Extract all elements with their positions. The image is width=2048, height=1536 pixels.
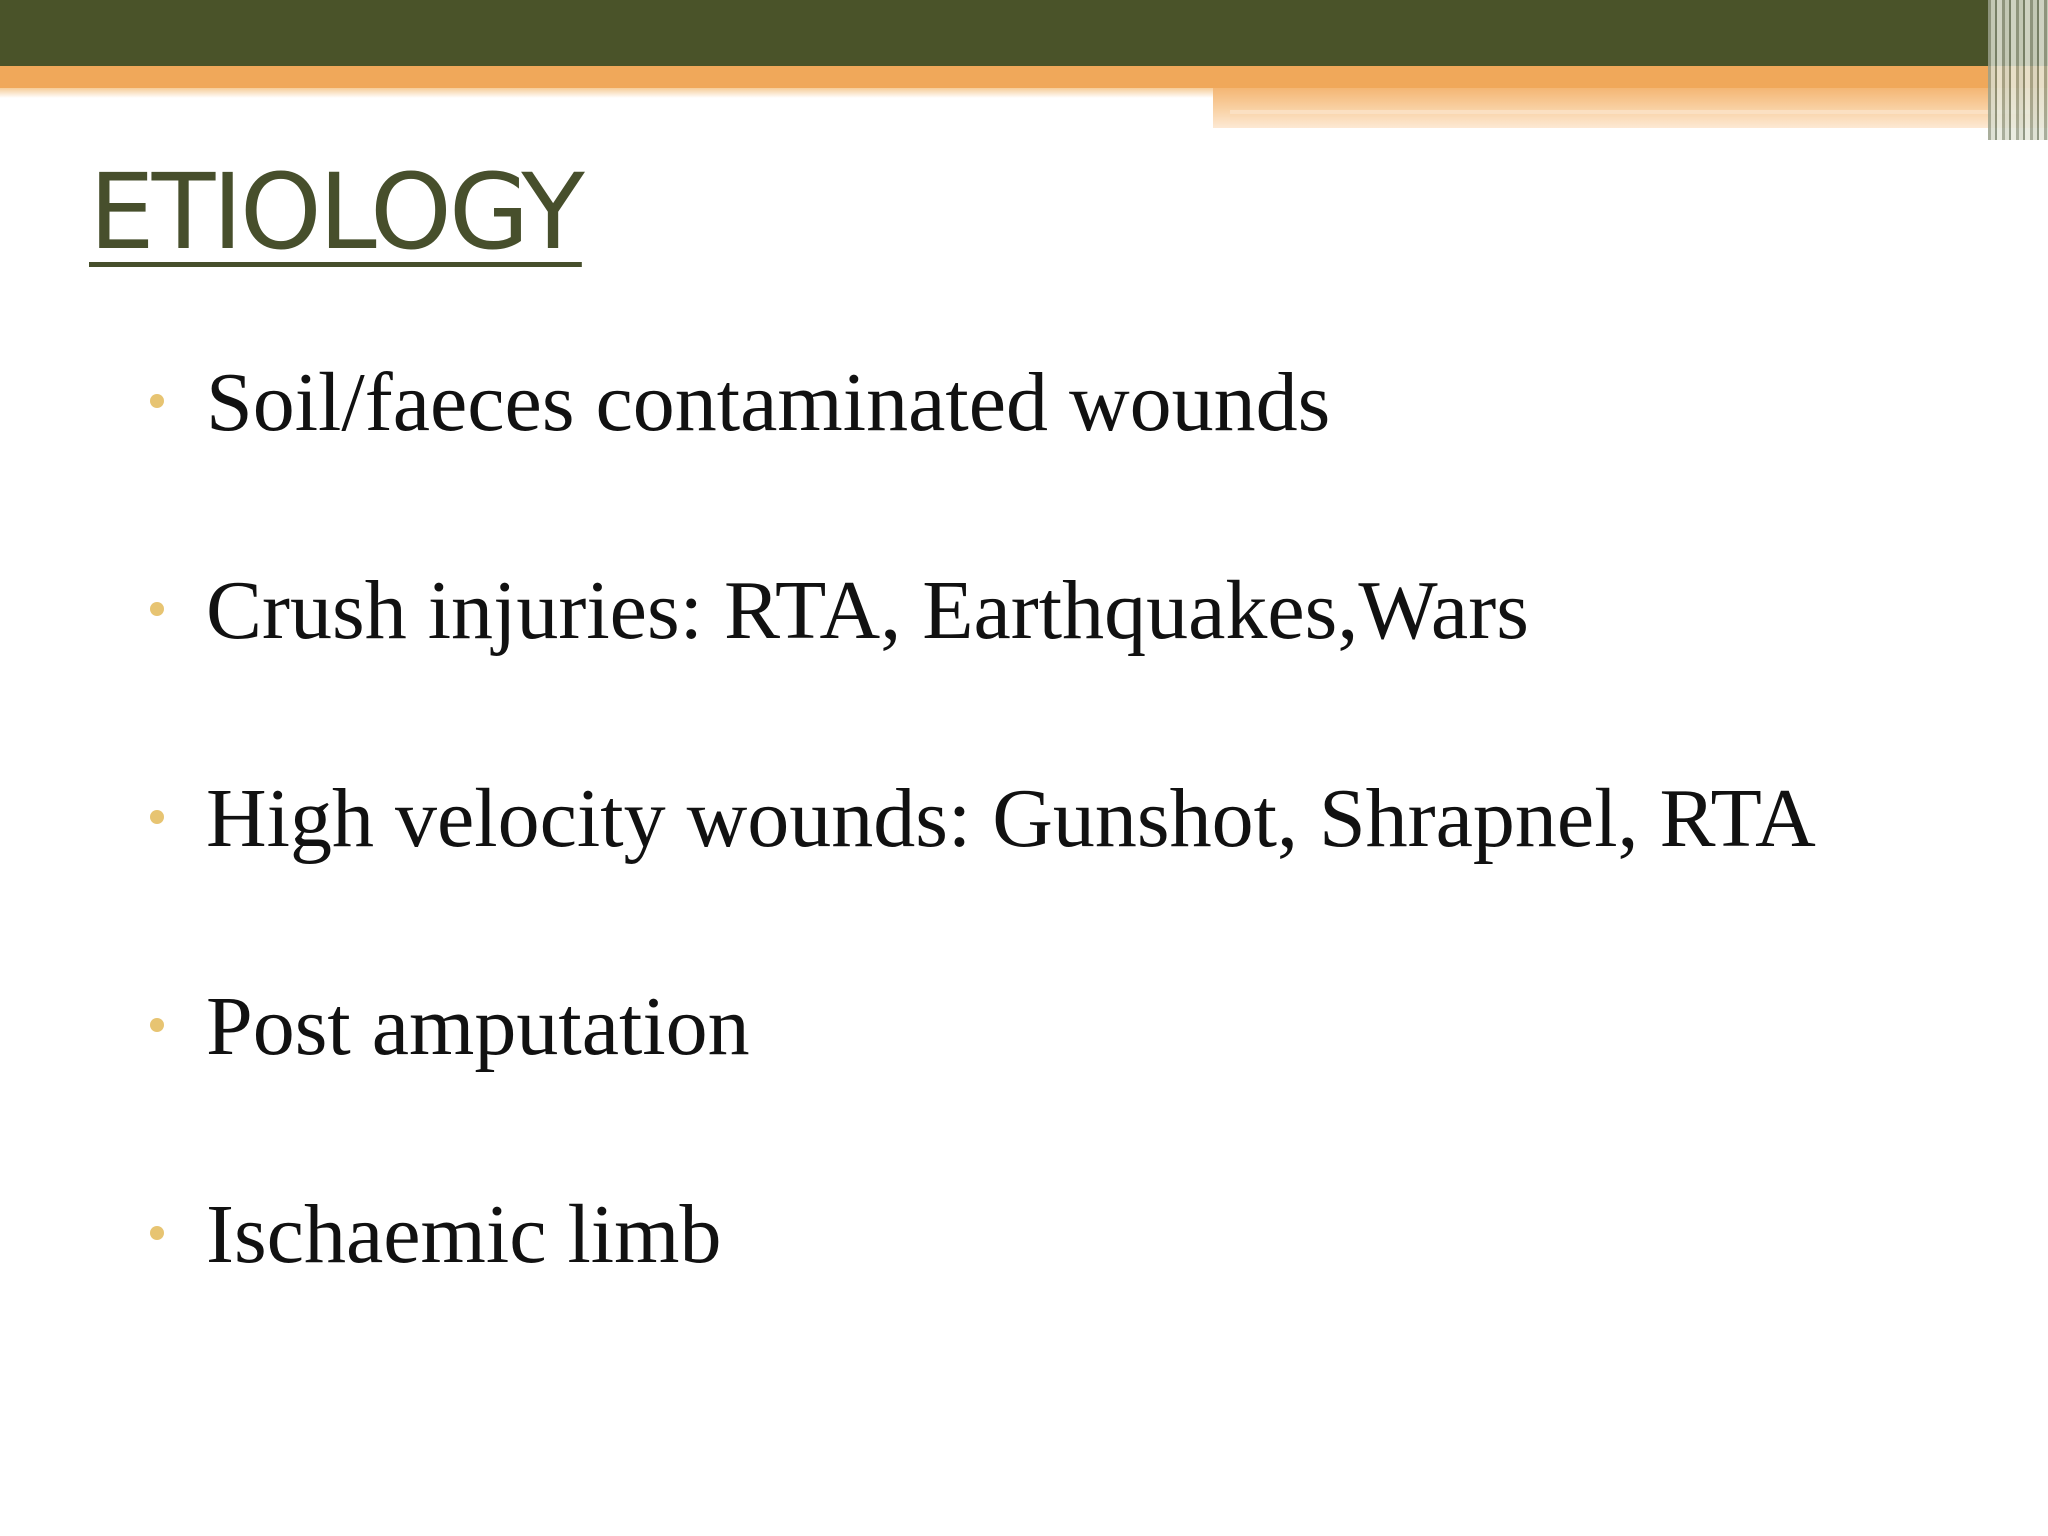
- bullet-marker: [150, 1018, 164, 1032]
- header-orange-band: [0, 66, 2048, 88]
- bullet-marker: [150, 810, 164, 824]
- header-orange-tab: [1213, 88, 2048, 128]
- bullet-text: High velocity wounds: Gunshot, Shrapnel, RTA: [206, 772, 1816, 865]
- header-green-band: [0, 0, 2048, 66]
- bullet-text: Ischaemic limb: [206, 1188, 722, 1281]
- bullet-text: Crush injuries: RTA, Earthquakes,Wars: [206, 564, 1529, 657]
- bullet-marker: [150, 394, 164, 408]
- header-tab-highlight: [1230, 110, 2030, 114]
- slide-title: ETIOLOGY: [89, 151, 582, 273]
- corner-stripes-decoration: [1988, 0, 2048, 140]
- bullet-text: Soil/faeces contaminated wounds: [206, 356, 1331, 449]
- bullet-marker: [150, 602, 164, 616]
- bullet-text: Post amputation: [206, 980, 750, 1073]
- header-orange-fade: [0, 88, 1215, 98]
- bullet-marker: [150, 1226, 164, 1240]
